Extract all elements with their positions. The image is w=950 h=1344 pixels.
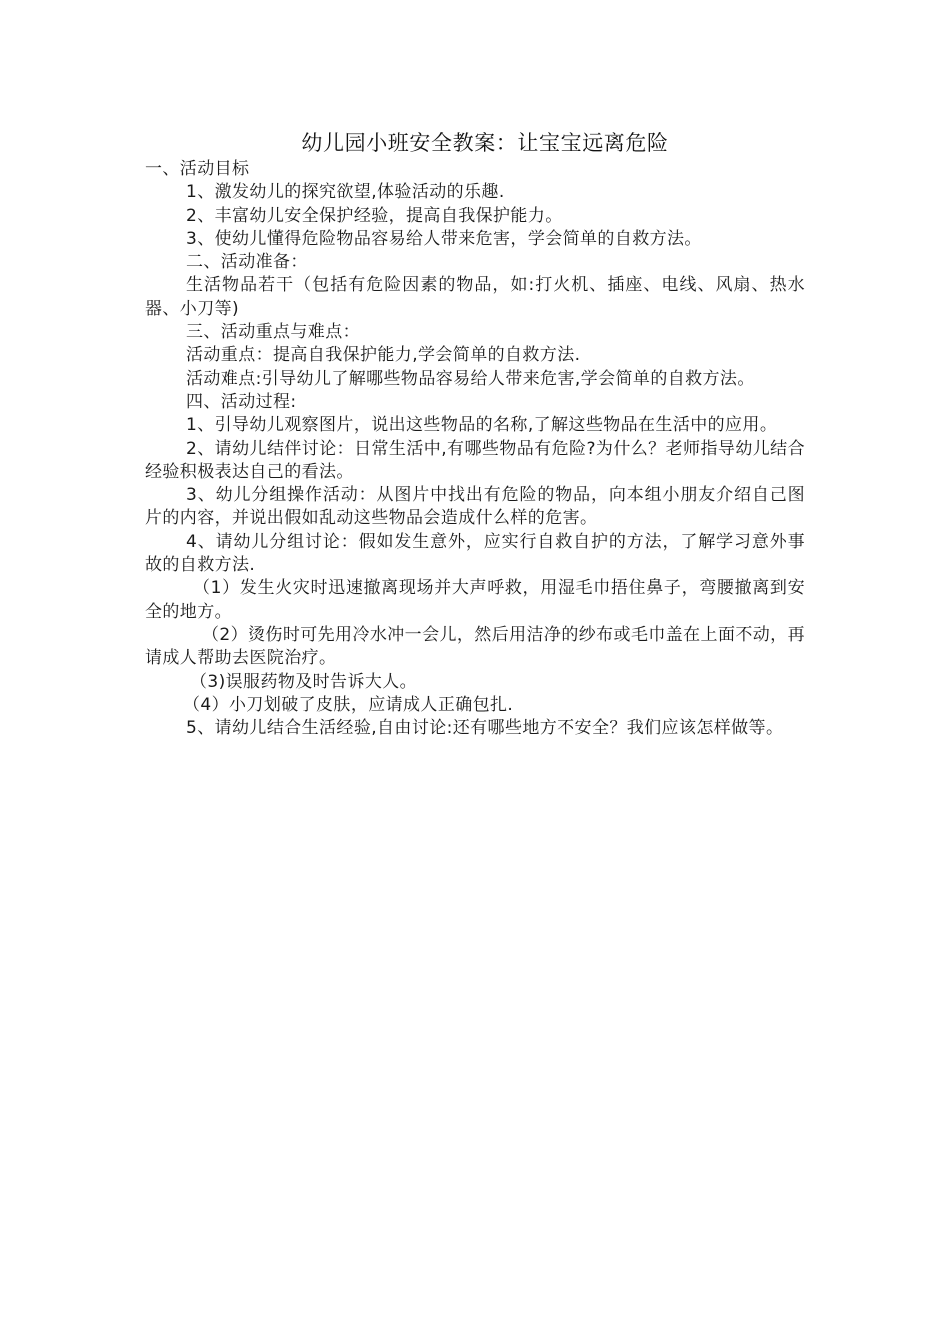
document-body <box>145 128 805 740</box>
process-step-3: 3、幼儿分组操作活动：从图片中找出有危险的物品，向本组小朋友介绍自己图片的内容，并说出假如乱动这些物品会造成什么样的危害。 <box>145 485 805 529</box>
process-substep-3: （3)误服药物及时告诉大人。 <box>190 671 418 692</box>
key-point-text: 活动重点：提高自我保护能力,学会简单的自救方法. <box>186 345 581 366</box>
process-substep-4: （4）小刀划破了皮肤，应请成人正确包扎. <box>183 694 514 715</box>
goal-item-1: 1、激发幼儿的探究欲望,体验活动的乐趣. <box>186 182 505 203</box>
section-heading-goals: 一、活动目标 <box>145 159 250 179</box>
document-title: 幼儿园小班安全教案：让宝宝远离危险 <box>301 131 669 155</box>
section-heading-process: 四、活动过程: <box>186 391 297 412</box>
section-heading-key-points: 三、活动重点与难点： <box>186 322 360 343</box>
process-step-1: 1、引导幼儿观察图片，说出这些物品的名称,了解这些物品在生活中的应用。 <box>186 415 778 436</box>
preparation-text: 生活物品若干（包括有危险因素的物品，如:打火机、插座、电线、风扇、热水器、小刀等) <box>145 275 805 319</box>
process-step-2: 2、请幼儿结伴讨论：日常生活中,有哪些物品有危险?为什么？老师指导幼儿结合经验积极表达自己的看法。 <box>145 438 805 482</box>
process-step-5: 5、请幼儿结合生活经验,自由讨论:还有哪些地方不安全？我们应该怎样做等。 <box>186 718 784 739</box>
process-substep-1: （1）发生火灾时迅速撤离现场并大声呼救，用湿毛巾捂住鼻子，弯腰撤离到安全的地方。 <box>145 578 805 622</box>
goal-item-2: 2、丰富幼儿安全保护经验，提高自我保护能力。 <box>186 205 563 226</box>
process-substep-2: （2）烫伤时可先用冷水冲一会儿，然后用洁净的纱布或毛巾盖在上面不动，再请成人帮助去医院治疗。 <box>145 624 805 669</box>
goal-item-3: 3、使幼儿懂得危险物品容易给人带来危害，学会简单的自救方法。 <box>186 228 702 249</box>
process-step-4: 4、请幼儿分组讨论：假如发生意外，应实行自救自护的方法，了解学习意外事故的自救方法. <box>145 531 805 576</box>
difficulty-text: 活动难点:引导幼儿了解哪些物品容易给人带来危害,学会简单的自救方法。 <box>186 368 755 389</box>
section-heading-preparation: 二、活动准备： <box>186 252 308 273</box>
